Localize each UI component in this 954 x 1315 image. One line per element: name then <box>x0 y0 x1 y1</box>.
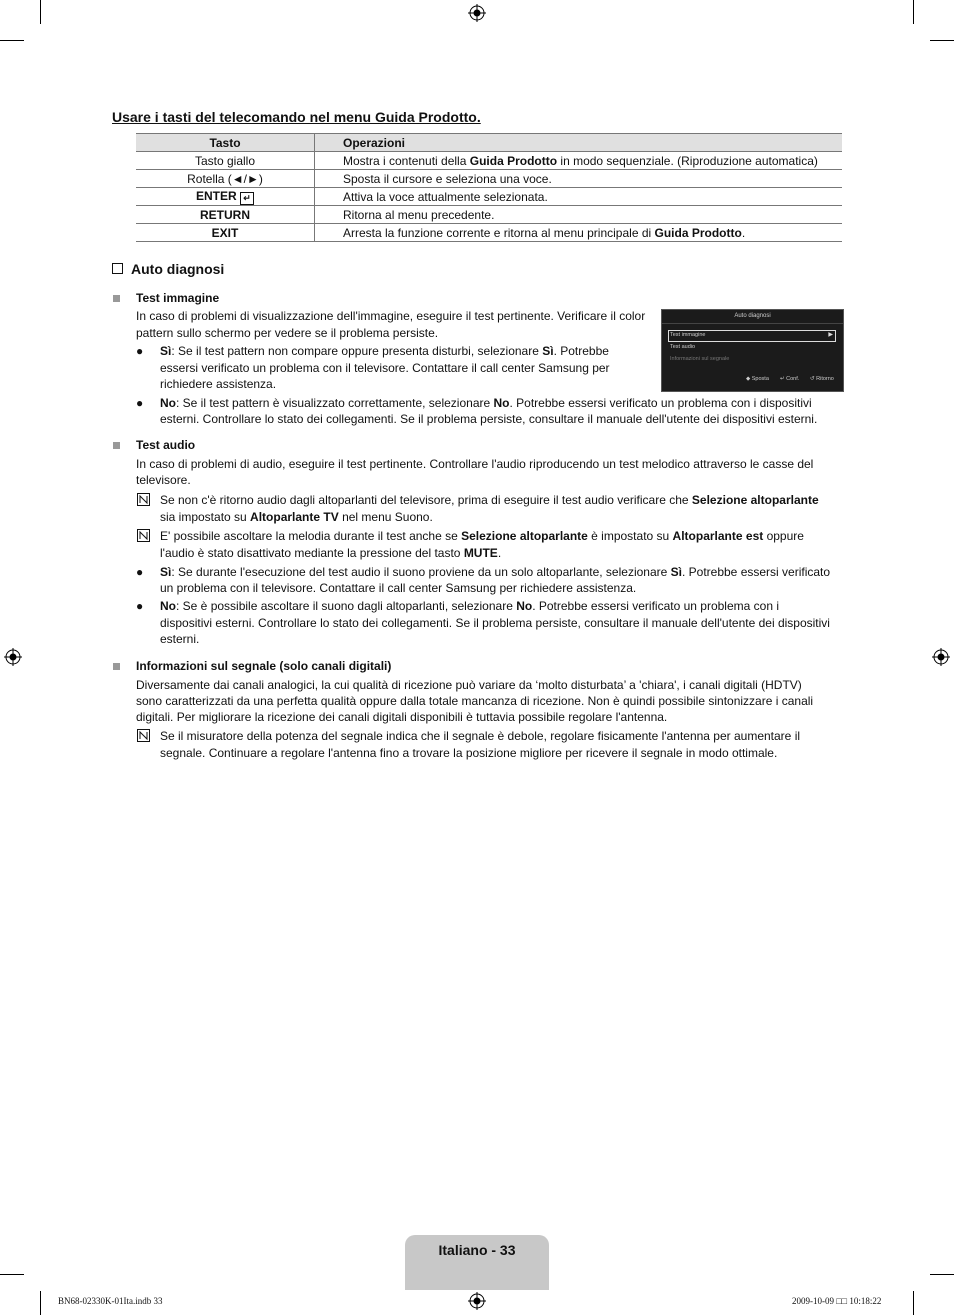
test-immagine-si-line: essersi verificato un problema con il televisore. Contattare il call center Samsung per <box>160 361 610 375</box>
test-audio-title: Test audio <box>136 438 196 452</box>
tv-menu-footer-move: ◆ Sposta <box>746 376 769 382</box>
test-immagine-si-line: richiedere assistenza. <box>160 377 277 391</box>
table-cell-key: Tasto giallo <box>136 152 315 170</box>
info-segnale-note-line: segnale. Continuare a regolare l'antenna fino a trovare la posizione migliore per ricevere il segnale in modo ottimale. <box>160 746 778 760</box>
enter-icon: ↵ <box>780 376 785 382</box>
tv-menu-divider <box>662 323 843 324</box>
page-number: Italiano - 33 <box>438 1242 516 1258</box>
test-audio-si-line: un problema con il televisore. Contattare il call center Samsung per richiedere assistenza. <box>160 581 637 595</box>
test-audio-no: No: Se è possibile ascoltare il suono dagli altoparlanti, selezionare No. Potrebbe essersi verificato un problema con i <box>160 599 779 613</box>
slug-timestamp: 2009-10-09 □□ 10:18:22 <box>792 1296 882 1306</box>
test-audio-si: Sì: Se durante l'esecuzione del test audio il suono proviene da un solo altoparlante, selezionare Sì. Potrebbe essersi verificato <box>160 565 831 579</box>
bullet-icon: ● <box>136 565 144 579</box>
registration-mark-icon <box>932 648 950 666</box>
info-segnale-title: Informazioni sul segnale (solo canali digitali) <box>136 659 392 673</box>
crop-mark <box>930 1274 954 1275</box>
registration-mark-icon <box>468 4 486 22</box>
test-audio-intro-line: televisore. <box>136 473 191 487</box>
test-immagine-intro-line: pattern sullo schermo per vedere se il problema persiste. <box>136 326 439 340</box>
table-row <box>136 188 842 206</box>
table-header-tasto: Tasto <box>136 134 315 152</box>
test-audio-note-1: Se non c'è ritorno audio dagli altoparlanti del televisore, prima di eseguire il test audio verificare che Selezione altoparlante <box>160 493 819 507</box>
test-audio-intro-line: In caso di problemi di audio, eseguire il test pertinente. Controllare l'audio riproducendo un test melodico attraverso le casse del <box>136 457 814 471</box>
crop-mark <box>0 40 24 41</box>
info-segnale-intro-line: digitali. Per migliorare la ricezione dei canali digitali disponibili è tuttavia possibile regolare l'antenna. <box>136 710 668 724</box>
table-row <box>136 224 842 242</box>
slug-file-info: BN68-02330K-01Ita.indb 33 <box>58 1296 163 1306</box>
crop-mark <box>930 40 954 41</box>
test-immagine-si: Sì: Se il test pattern non compare oppure presenta disturbi, selezionare Sì. Potrebbe <box>160 344 609 358</box>
page-number-tab <box>405 1235 549 1290</box>
info-segnale-intro-line: Diversamente dai canali analogici, la cui qualità di ricezione può variare da ‘molto disturbata’ a 'chiara', i canali digitali (HDTV) <box>136 678 802 692</box>
crop-mark <box>0 1274 24 1275</box>
test-audio-note-2-line2: l'audio è stato disattivato mediante la pressione del tasto MUTE. <box>160 546 502 560</box>
registration-mark-icon <box>4 648 22 666</box>
table-header-row <box>136 134 842 152</box>
bullet-icon: ● <box>136 396 144 410</box>
tv-menu-footer-enter: ↵ Conf. <box>780 376 800 382</box>
crop-mark <box>40 0 41 24</box>
info-segnale-note-line: Se il misuratore della potenza del segnale indica che il segnale è debole, regolare fisicamente l'antenna per aumentare il <box>160 729 801 743</box>
test-immagine-title: Test immagine <box>136 291 220 305</box>
note-icon <box>137 493 150 506</box>
table-cell-operation: Attiva la voce attualmente selezionata. <box>315 188 843 206</box>
test-immagine-no: No: Se il test pattern è visualizzato correttamente, selezionare No. Potrebbe essersi verificato un problema con i dispositivi <box>160 396 812 410</box>
table-cell-key: Rotella (◄/►) <box>136 170 315 188</box>
enter-icon: ↵ <box>240 192 254 205</box>
square-bullet-icon <box>113 442 120 449</box>
remote-keys-table <box>136 133 842 242</box>
square-bullet-icon <box>113 663 120 670</box>
auto-diagnosi-title: Auto diagnosi <box>112 261 224 277</box>
table-cell-operation: Mostra i contenuti della Guida Prodotto in modo sequenziale. (Riproduzione automatica) <box>315 152 843 170</box>
test-immagine-no-line: esterni. Controllare lo stato dei collegamenti. Se il problema persiste, consultare il manuale dell'utente dei dispositivi esterni. <box>160 412 818 426</box>
square-bullet-icon <box>113 295 120 302</box>
table-cell-key: RETURN <box>136 206 315 224</box>
test-audio-no-line: esterni. <box>160 632 200 646</box>
table-header-operazioni: Operazioni <box>315 134 843 152</box>
table-cell-operation: Arresta la funzione corrente e ritorna al menu principale di Guida Prodotto. <box>315 224 843 242</box>
test-immagine-intro-line: In caso di problemi di visualizzazione dell'immagine, eseguire il test pertinente. Verificare il color <box>136 309 646 323</box>
table-cell-operation: Ritorna al menu precedente. <box>315 206 843 224</box>
table-cell-key: ENTER ↵ <box>136 188 315 206</box>
test-audio-note-1-line2: sia impostato su Altoparlante TV nel menu Suono. <box>160 510 433 524</box>
info-segnale-intro-line: sono caratterizzati da una perfetta qualità oppure dalla totale mancanza di ricezione. Non è quindi possibile sintonizzare i canali <box>136 694 814 708</box>
crop-mark <box>40 1291 41 1315</box>
table-row <box>136 152 842 170</box>
tv-menu-footer-return: ↺ Ritorno <box>810 376 834 382</box>
tv-menu-title: Auto diagnosi <box>734 313 771 319</box>
note-icon <box>137 529 150 542</box>
bullet-icon: ● <box>136 599 144 613</box>
tv-menu-item: Test immagine <box>670 332 706 338</box>
section-heading: Usare i tasti del telecomando nel menu Guida Prodotto. <box>112 109 481 125</box>
crop-mark <box>913 1291 914 1315</box>
play-arrow-icon: ▶ <box>828 332 833 338</box>
registration-mark-icon <box>468 1292 486 1310</box>
table-row <box>136 170 842 188</box>
checkbox-square-icon <box>112 263 123 274</box>
table-cell-operation: Sposta il cursore e seleziona una voce. <box>315 170 843 188</box>
test-audio-note-2: E' possibile ascoltare la melodia durante il test anche se Selezione altoparlante è impostato su Altoparlante est oppure <box>160 529 804 543</box>
crop-mark <box>913 0 914 24</box>
return-icon: ↺ <box>810 376 815 382</box>
bullet-icon: ● <box>136 344 144 358</box>
tv-menu-screenshot <box>661 309 844 392</box>
move-arrows-icon: ◆ <box>746 376 751 382</box>
note-icon <box>137 729 150 742</box>
table-row <box>136 206 842 224</box>
test-audio-no-line: dispositivi esterni. Controllare lo stato dei collegamenti. Se il problema persiste, consultare il manuale dell'utente dei dispositivi <box>160 616 830 630</box>
table-cell-key: EXIT <box>136 224 315 242</box>
tv-menu-item: Informazioni sul segnale <box>670 356 730 362</box>
tv-menu-item: Test audio <box>670 344 696 350</box>
